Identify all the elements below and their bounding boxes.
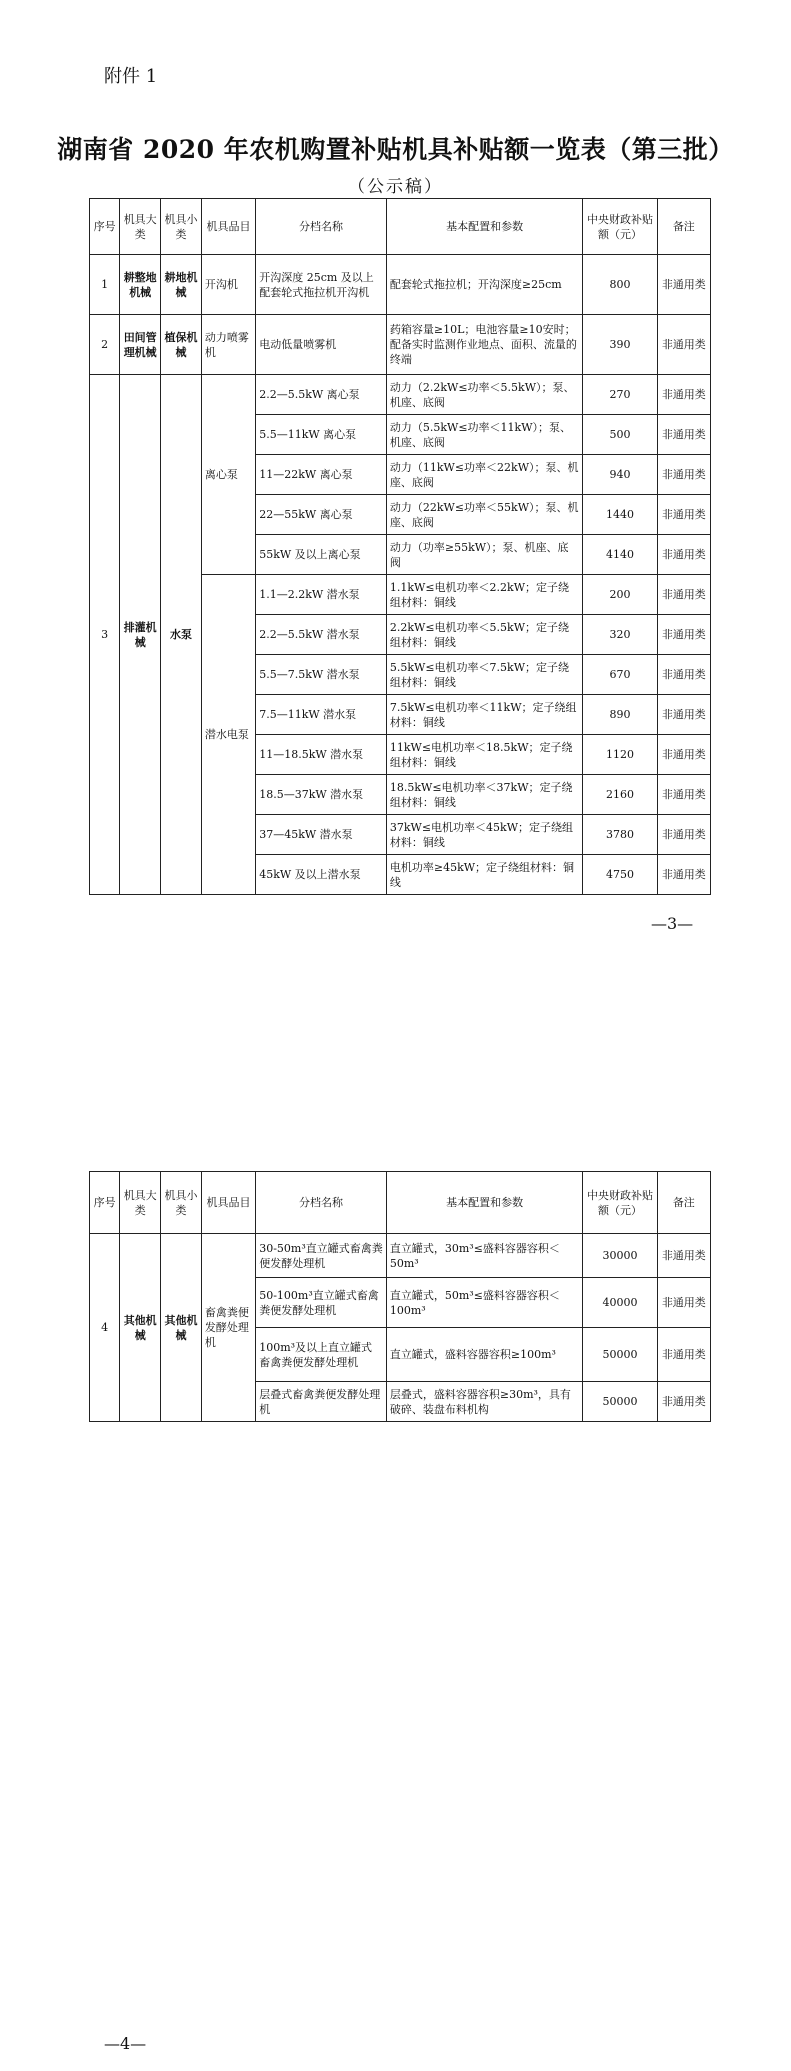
cell-subsidy: 940 [583, 455, 657, 495]
cell-subsidy: 1440 [583, 495, 657, 535]
cell-spec: 直立罐式，盛料容器容积≥100m³ [386, 1328, 583, 1382]
cell-subsidy: 3780 [583, 815, 657, 855]
header-subsidy: 中央财政补贴额（元） [583, 1172, 657, 1234]
header-subsidy: 中央财政补贴额（元） [583, 199, 657, 255]
attachment-label: 附件 1 [104, 66, 158, 87]
cell-note: 非通用类 [657, 1234, 710, 1278]
cell-name: 电动低量喷雾机 [256, 315, 387, 375]
cell-note: 非通用类 [657, 735, 710, 775]
cell-spec: 直立罐式，50m³≤盛料容器容积＜100m³ [386, 1278, 583, 1328]
header-name: 分档名称 [256, 1172, 387, 1234]
cell-subsidy: 670 [583, 655, 657, 695]
page-number: —3— [651, 914, 694, 933]
cell-subsidy: 4140 [583, 535, 657, 575]
cell-note: 非通用类 [657, 455, 710, 495]
page-subtitle: （公示稿） [348, 177, 443, 197]
cell-subsidy: 4750 [583, 855, 657, 895]
cell-name: 30-50m³直立罐式畜禽粪便发酵处理机 [256, 1234, 387, 1278]
cell-name: 45kW 及以上潜水泵 [256, 855, 387, 895]
cell-minor: 植保机械 [161, 315, 202, 375]
cell-item: 离心泵 [201, 375, 255, 575]
cell-note: 非通用类 [657, 575, 710, 615]
cell-spec: 18.5kW≤电机功率＜37kW；定子绕组材料：铜线 [386, 775, 583, 815]
header-major: 机具大类 [120, 1172, 161, 1234]
cell-spec: 层叠式，盛料容器容积≥30m³，具有破碎、装盘布料机构 [386, 1382, 583, 1422]
table-row [90, 315, 711, 375]
cell-name: 100m³及以上直立罐式畜禽粪便发酵处理机 [256, 1328, 387, 1382]
header-item: 机具品目 [201, 1172, 255, 1234]
table-row [90, 255, 711, 315]
cell-subsidy: 890 [583, 695, 657, 735]
cell-subsidy: 270 [583, 375, 657, 415]
cell-subsidy: 390 [583, 315, 657, 375]
page-number: —4— [104, 2034, 147, 2053]
cell-item: 开沟机 [201, 255, 255, 315]
header-minor: 机具小类 [161, 1172, 202, 1234]
cell-major: 其他机械 [120, 1234, 161, 1422]
cell-item: 潜水电泵 [201, 575, 255, 895]
cell-spec: 1.1kW≤电机功率＜2.2kW；定子绕组材料：铜线 [386, 575, 583, 615]
cell-note: 非通用类 [657, 375, 710, 415]
subsidy-table-page2 [89, 1171, 711, 1422]
table-row [90, 375, 711, 415]
cell-spec: 药箱容量≥10L；电池容量≥10安时；配备实时监测作业地点、面积、流量的终端 [386, 315, 583, 375]
cell-subsidy: 320 [583, 615, 657, 655]
header-spec: 基本配置和参数 [386, 1172, 583, 1234]
cell-note: 非通用类 [657, 695, 710, 735]
cell-note: 非通用类 [657, 495, 710, 535]
cell-subsidy: 50000 [583, 1382, 657, 1422]
cell-note: 非通用类 [657, 1382, 710, 1422]
header-no: 序号 [90, 1172, 120, 1234]
cell-name: 2.2—5.5kW 离心泵 [256, 375, 387, 415]
cell-major: 耕整地机械 [120, 255, 161, 315]
cell-spec: 2.2kW≤电机功率＜5.5kW；定子绕组材料：铜线 [386, 615, 583, 655]
cell-name: 18.5—37kW 潜水泵 [256, 775, 387, 815]
header-note: 备注 [657, 199, 710, 255]
cell-item: 畜禽粪便发酵处理机 [201, 1234, 255, 1422]
page-title: 湖南省 2020 年农机购置补贴机具补贴额一览表（第三批） [57, 135, 734, 164]
cell-subsidy: 1120 [583, 735, 657, 775]
cell-spec: 11kW≤电机功率＜18.5kW；定子绕组材料：铜线 [386, 735, 583, 775]
cell-note: 非通用类 [657, 535, 710, 575]
cell-subsidy: 50000 [583, 1328, 657, 1382]
header-spec: 基本配置和参数 [386, 199, 583, 255]
cell-note: 非通用类 [657, 855, 710, 895]
cell-note: 非通用类 [657, 655, 710, 695]
cell-subsidy: 800 [583, 255, 657, 315]
cell-name: 5.5—11kW 离心泵 [256, 415, 387, 455]
cell-subsidy: 30000 [583, 1234, 657, 1278]
cell-note: 非通用类 [657, 815, 710, 855]
cell-subsidy: 40000 [583, 1278, 657, 1328]
cell-no: 1 [90, 255, 120, 315]
cell-name: 7.5—11kW 潜水泵 [256, 695, 387, 735]
cell-spec: 动力（2.2kW≤功率＜5.5kW）；泵、机座、底阀 [386, 375, 583, 415]
table-header-row [90, 199, 711, 255]
cell-note: 非通用类 [657, 1278, 710, 1328]
cell-note: 非通用类 [657, 315, 710, 375]
cell-spec: 动力（11kW≤功率＜22kW）；泵、机座、底阀 [386, 455, 583, 495]
cell-item: 动力喷雾机 [201, 315, 255, 375]
cell-name: 层叠式畜禽粪便发酵处理机 [256, 1382, 387, 1422]
cell-name: 50-100m³直立罐式畜禽粪便发酵处理机 [256, 1278, 387, 1328]
cell-minor: 其他机械 [161, 1234, 202, 1422]
cell-major: 田间管理机械 [120, 315, 161, 375]
cell-spec: 配套轮式拖拉机；开沟深度≥25cm [386, 255, 583, 315]
header-major: 机具大类 [120, 199, 161, 255]
cell-spec: 动力（5.5kW≤功率＜11kW）；泵、机座、底阀 [386, 415, 583, 455]
cell-subsidy: 200 [583, 575, 657, 615]
cell-name: 2.2—5.5kW 潜水泵 [256, 615, 387, 655]
header-no: 序号 [90, 199, 120, 255]
cell-note: 非通用类 [657, 775, 710, 815]
cell-spec: 动力（功率≥55kW）；泵、机座、底阀 [386, 535, 583, 575]
cell-name: 55kW 及以上离心泵 [256, 535, 387, 575]
table-row [90, 1234, 711, 1278]
cell-name: 5.5—7.5kW 潜水泵 [256, 655, 387, 695]
table-header-row [90, 1172, 711, 1234]
cell-no: 2 [90, 315, 120, 375]
cell-name: 1.1—2.2kW 潜水泵 [256, 575, 387, 615]
cell-name: 11—22kW 离心泵 [256, 455, 387, 495]
subsidy-table-page1 [89, 198, 711, 895]
cell-name: 开沟深度 25cm 及以上配套轮式拖拉机开沟机 [256, 255, 387, 315]
cell-subsidy: 2160 [583, 775, 657, 815]
header-minor: 机具小类 [161, 199, 202, 255]
cell-name: 22—55kW 离心泵 [256, 495, 387, 535]
cell-spec: 电机功率≥45kW；定子绕组材料：铜线 [386, 855, 583, 895]
cell-note: 非通用类 [657, 415, 710, 455]
header-name: 分档名称 [256, 199, 387, 255]
cell-minor: 耕地机械 [161, 255, 202, 315]
cell-spec: 直立罐式，30m³≤盛料容器容积＜50m³ [386, 1234, 583, 1278]
cell-name: 37—45kW 潜水泵 [256, 815, 387, 855]
cell-note: 非通用类 [657, 255, 710, 315]
cell-note: 非通用类 [657, 615, 710, 655]
cell-subsidy: 500 [583, 415, 657, 455]
cell-spec: 5.5kW≤电机功率＜7.5kW；定子绕组材料：铜线 [386, 655, 583, 695]
cell-no: 4 [90, 1234, 120, 1422]
cell-minor: 水泵 [161, 375, 202, 895]
cell-spec: 37kW≤电机功率＜45kW；定子绕组材料：铜线 [386, 815, 583, 855]
cell-note: 非通用类 [657, 1328, 710, 1382]
cell-spec: 动力（22kW≤功率＜55kW）；泵、机座、底阀 [386, 495, 583, 535]
header-item: 机具品目 [201, 199, 255, 255]
cell-major: 排灌机械 [120, 375, 161, 895]
cell-name: 11—18.5kW 潜水泵 [256, 735, 387, 775]
cell-no: 3 [90, 375, 120, 895]
header-note: 备注 [657, 1172, 710, 1234]
cell-spec: 7.5kW≤电机功率＜11kW；定子绕组材料：铜线 [386, 695, 583, 735]
